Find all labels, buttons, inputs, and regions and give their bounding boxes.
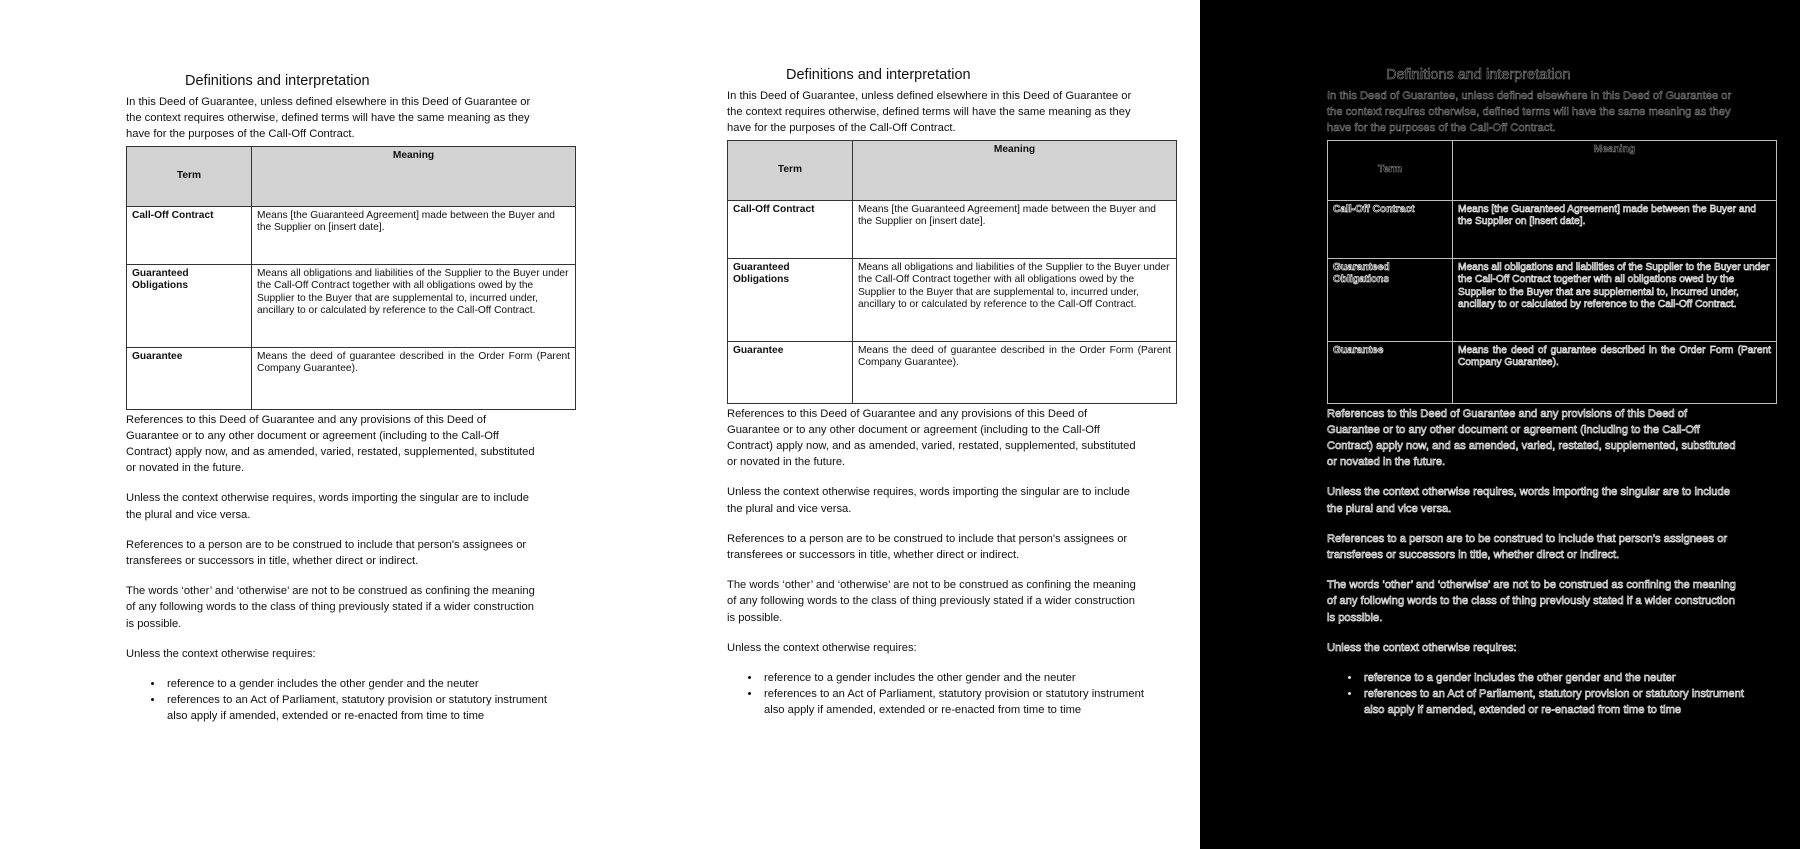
- header-term: Term: [728, 140, 853, 200]
- intro-paragraph: In this Deed of Guarantee, unless defined elsewhere in this Deed of Guarantee or the context requires otherwise, defined terms will have the same meaning as they have for the purposes of the Call-Off Contract.: [1327, 90, 1732, 135]
- person-paragraph: References to a person are to be construed to include that person's assignees or transferees or successors in title, whether direct or indirect.: [1327, 532, 1728, 562]
- list-item: • references to an Act of Parliament, statutory provision or statutory instrument also apply if amended, extended or re-enacted from time to time: [164, 692, 564, 724]
- meaning-cell: Means [the Guaranteed Agreement] made between the Buyer and the Supplier on [insert date].: [252, 206, 576, 264]
- table-row: [728, 200, 1177, 258]
- table-row: [1328, 258, 1777, 341]
- bullet-list: [126, 676, 564, 725]
- singular-paragraph: Unless the context otherwise requires, words importing the singular are to include the plural and vice versa.: [1327, 486, 1730, 515]
- term-cell: Call-Off Contract: [127, 206, 252, 264]
- table-row: [728, 258, 1177, 341]
- unless-paragraph: Unless the context otherwise requires:: [727, 641, 917, 654]
- references-paragraph: References to this Deed of Guarantee and any provisions of this Deed of Guarantee or to any other document or agreement (including to the Call-Off Contract) apply now, and as amended, varied, restated, supplemented, substituted or novated in the future.: [727, 407, 1136, 469]
- list-item: • reference to a gender includes the other gender and the neuter: [1361, 670, 1761, 686]
- meaning-cell: Means the deed of guarantee described in the Order Form (Parent Company Guarantee).: [1453, 341, 1777, 403]
- meaning-cell: Means the deed of guarantee described in the Order Form (Parent Company Guarantee).: [252, 347, 576, 409]
- table-row: [127, 264, 576, 347]
- section-title: Definitions and interpretation: [786, 67, 971, 83]
- section-title: Definitions and interpretation: [185, 73, 370, 89]
- document-page: [727, 66, 1177, 719]
- singular-paragraph: Unless the context otherwise requires, words importing the singular are to include the plural and vice versa.: [126, 492, 529, 521]
- header-term: Term: [127, 146, 252, 206]
- references-paragraph: References to this Deed of Guarantee and any provisions of this Deed of Guarantee or to any other document or agreement (including to the Call-Off Contract) apply now, and as amended, varied, restated, supplemented, substituted or novated in the future.: [1327, 407, 1736, 469]
- definitions-table: [727, 140, 1177, 404]
- meaning-cell: Means [the Guaranteed Agreement] made between the Buyer and the Supplier on [insert date].: [853, 200, 1177, 258]
- other-paragraph: The words ‘other’ and ‘otherwise’ are not to be construed as confining the meaning of any following words to the class of thing previously stated if a wider construction is possible.: [1327, 579, 1736, 624]
- document-panel-clean: [600, 0, 1200, 849]
- table-header-row: [127, 146, 576, 206]
- table-header-row: [728, 140, 1177, 200]
- term-cell: Call-Off Contract: [1328, 200, 1453, 258]
- person-paragraph: References to a person are to be construed to include that person's assignees or transferees or successors in title, whether direct or indirect.: [727, 532, 1128, 562]
- other-paragraph: The words ‘other’ and ‘otherwise’ are not to be construed as confining the meaning of any following words to the class of thing previously stated if a wider construction is possible.: [727, 579, 1136, 624]
- table-row: [1328, 341, 1777, 403]
- unless-paragraph: Unless the context otherwise requires:: [126, 647, 316, 660]
- meaning-cell: Means all obligations and liabilities of the Supplier to the Buyer under the Call-Off Contract together with all obligations owed by the Supplier to the Buyer that are supplemental to, incurred under, ancillary to or calculated by reference to the Call-Off Contract.: [252, 264, 576, 347]
- document-page: [1327, 66, 1777, 719]
- table-row: [127, 347, 576, 409]
- table-header-row: [1328, 140, 1777, 200]
- meaning-cell: Means all obligations and liabilities of the Supplier to the Buyer under the Call-Off Contract together with all obligations owed by the Supplier to the Buyer that are supplemental to, incurred under, ancillary to or calculated by reference to the Call-Off Contract.: [853, 258, 1177, 341]
- document-page: [126, 72, 576, 725]
- intro-paragraph: In this Deed of Guarantee, unless defined elsewhere in this Deed of Guarantee or the context requires otherwise, defined terms will have the same meaning as they have for the purposes of the Call-Off Contract.: [126, 96, 531, 141]
- section-title: Definitions and interpretation: [1386, 67, 1571, 83]
- meaning-cell: Means all obligations and liabilities of the Supplier to the Buyer under the Call-Off Contract together with all obligations owed by the Supplier to the Buyer that are supplemental to, incurred under, ancillary to or calculated by reference to the Call-Off Contract.: [1453, 258, 1777, 341]
- header-meaning: Meaning: [252, 146, 576, 206]
- references-paragraph: References to this Deed of Guarantee and any provisions of this Deed of Guarantee or to any other document or agreement (including to the Call-Off Contract) apply now, and as amended, varied, restated, supplemented, substituted or novated in the future.: [126, 413, 535, 475]
- header-meaning: Meaning: [853, 140, 1177, 200]
- table-row: [127, 206, 576, 264]
- term-cell: Guaranteed Obligations: [127, 264, 252, 347]
- document-panel-outline: [1200, 0, 1800, 849]
- list-item: • references to an Act of Parliament, statutory provision or statutory instrument also apply if amended, extended or re-enacted from time to time: [761, 686, 1161, 718]
- document-panel-original: [0, 0, 600, 849]
- term-cell: Guaranteed Obligations: [1328, 258, 1453, 341]
- other-paragraph: The words ‘other’ and ‘otherwise’ are not to be construed as confining the meaning of any following words to the class of thing previously stated if a wider construction is possible.: [126, 585, 535, 630]
- person-paragraph: References to a person are to be construed to include that person's assignees or transferees or successors in title, whether direct or indirect.: [126, 538, 527, 568]
- term-cell: Guaranteed Obligations: [728, 258, 853, 341]
- meaning-cell: Means [the Guaranteed Agreement] made between the Buyer and the Supplier on [insert date].: [1453, 200, 1777, 258]
- list-item: • reference to a gender includes the other gender and the neuter: [761, 670, 1161, 686]
- header-meaning: Meaning: [1453, 140, 1777, 200]
- term-cell: Call-Off Contract: [728, 200, 853, 258]
- bullet-list: [727, 670, 1161, 719]
- bullet-list: [1327, 670, 1761, 719]
- table-row: [728, 341, 1177, 403]
- singular-paragraph: Unless the context otherwise requires, words importing the singular are to include the plural and vice versa.: [727, 486, 1130, 515]
- term-cell: Guarantee: [127, 347, 252, 409]
- unless-paragraph: Unless the context otherwise requires:: [1327, 641, 1517, 654]
- list-item: • references to an Act of Parliament, statutory provision or statutory instrument also apply if amended, extended or re-enacted from time to time: [1361, 686, 1761, 718]
- header-term: Term: [1328, 140, 1453, 200]
- intro-paragraph: In this Deed of Guarantee, unless defined elsewhere in this Deed of Guarantee or the context requires otherwise, defined terms will have the same meaning as they have for the purposes of the Call-Off Contract.: [727, 90, 1132, 135]
- term-cell: Guarantee: [728, 341, 853, 403]
- list-item: • reference to a gender includes the other gender and the neuter: [164, 676, 564, 692]
- definitions-table: [1327, 140, 1777, 404]
- table-row: [1328, 200, 1777, 258]
- definitions-table: [126, 146, 576, 410]
- term-cell: Guarantee: [1328, 341, 1453, 403]
- meaning-cell: Means the deed of guarantee described in the Order Form (Parent Company Guarantee).: [853, 341, 1177, 403]
